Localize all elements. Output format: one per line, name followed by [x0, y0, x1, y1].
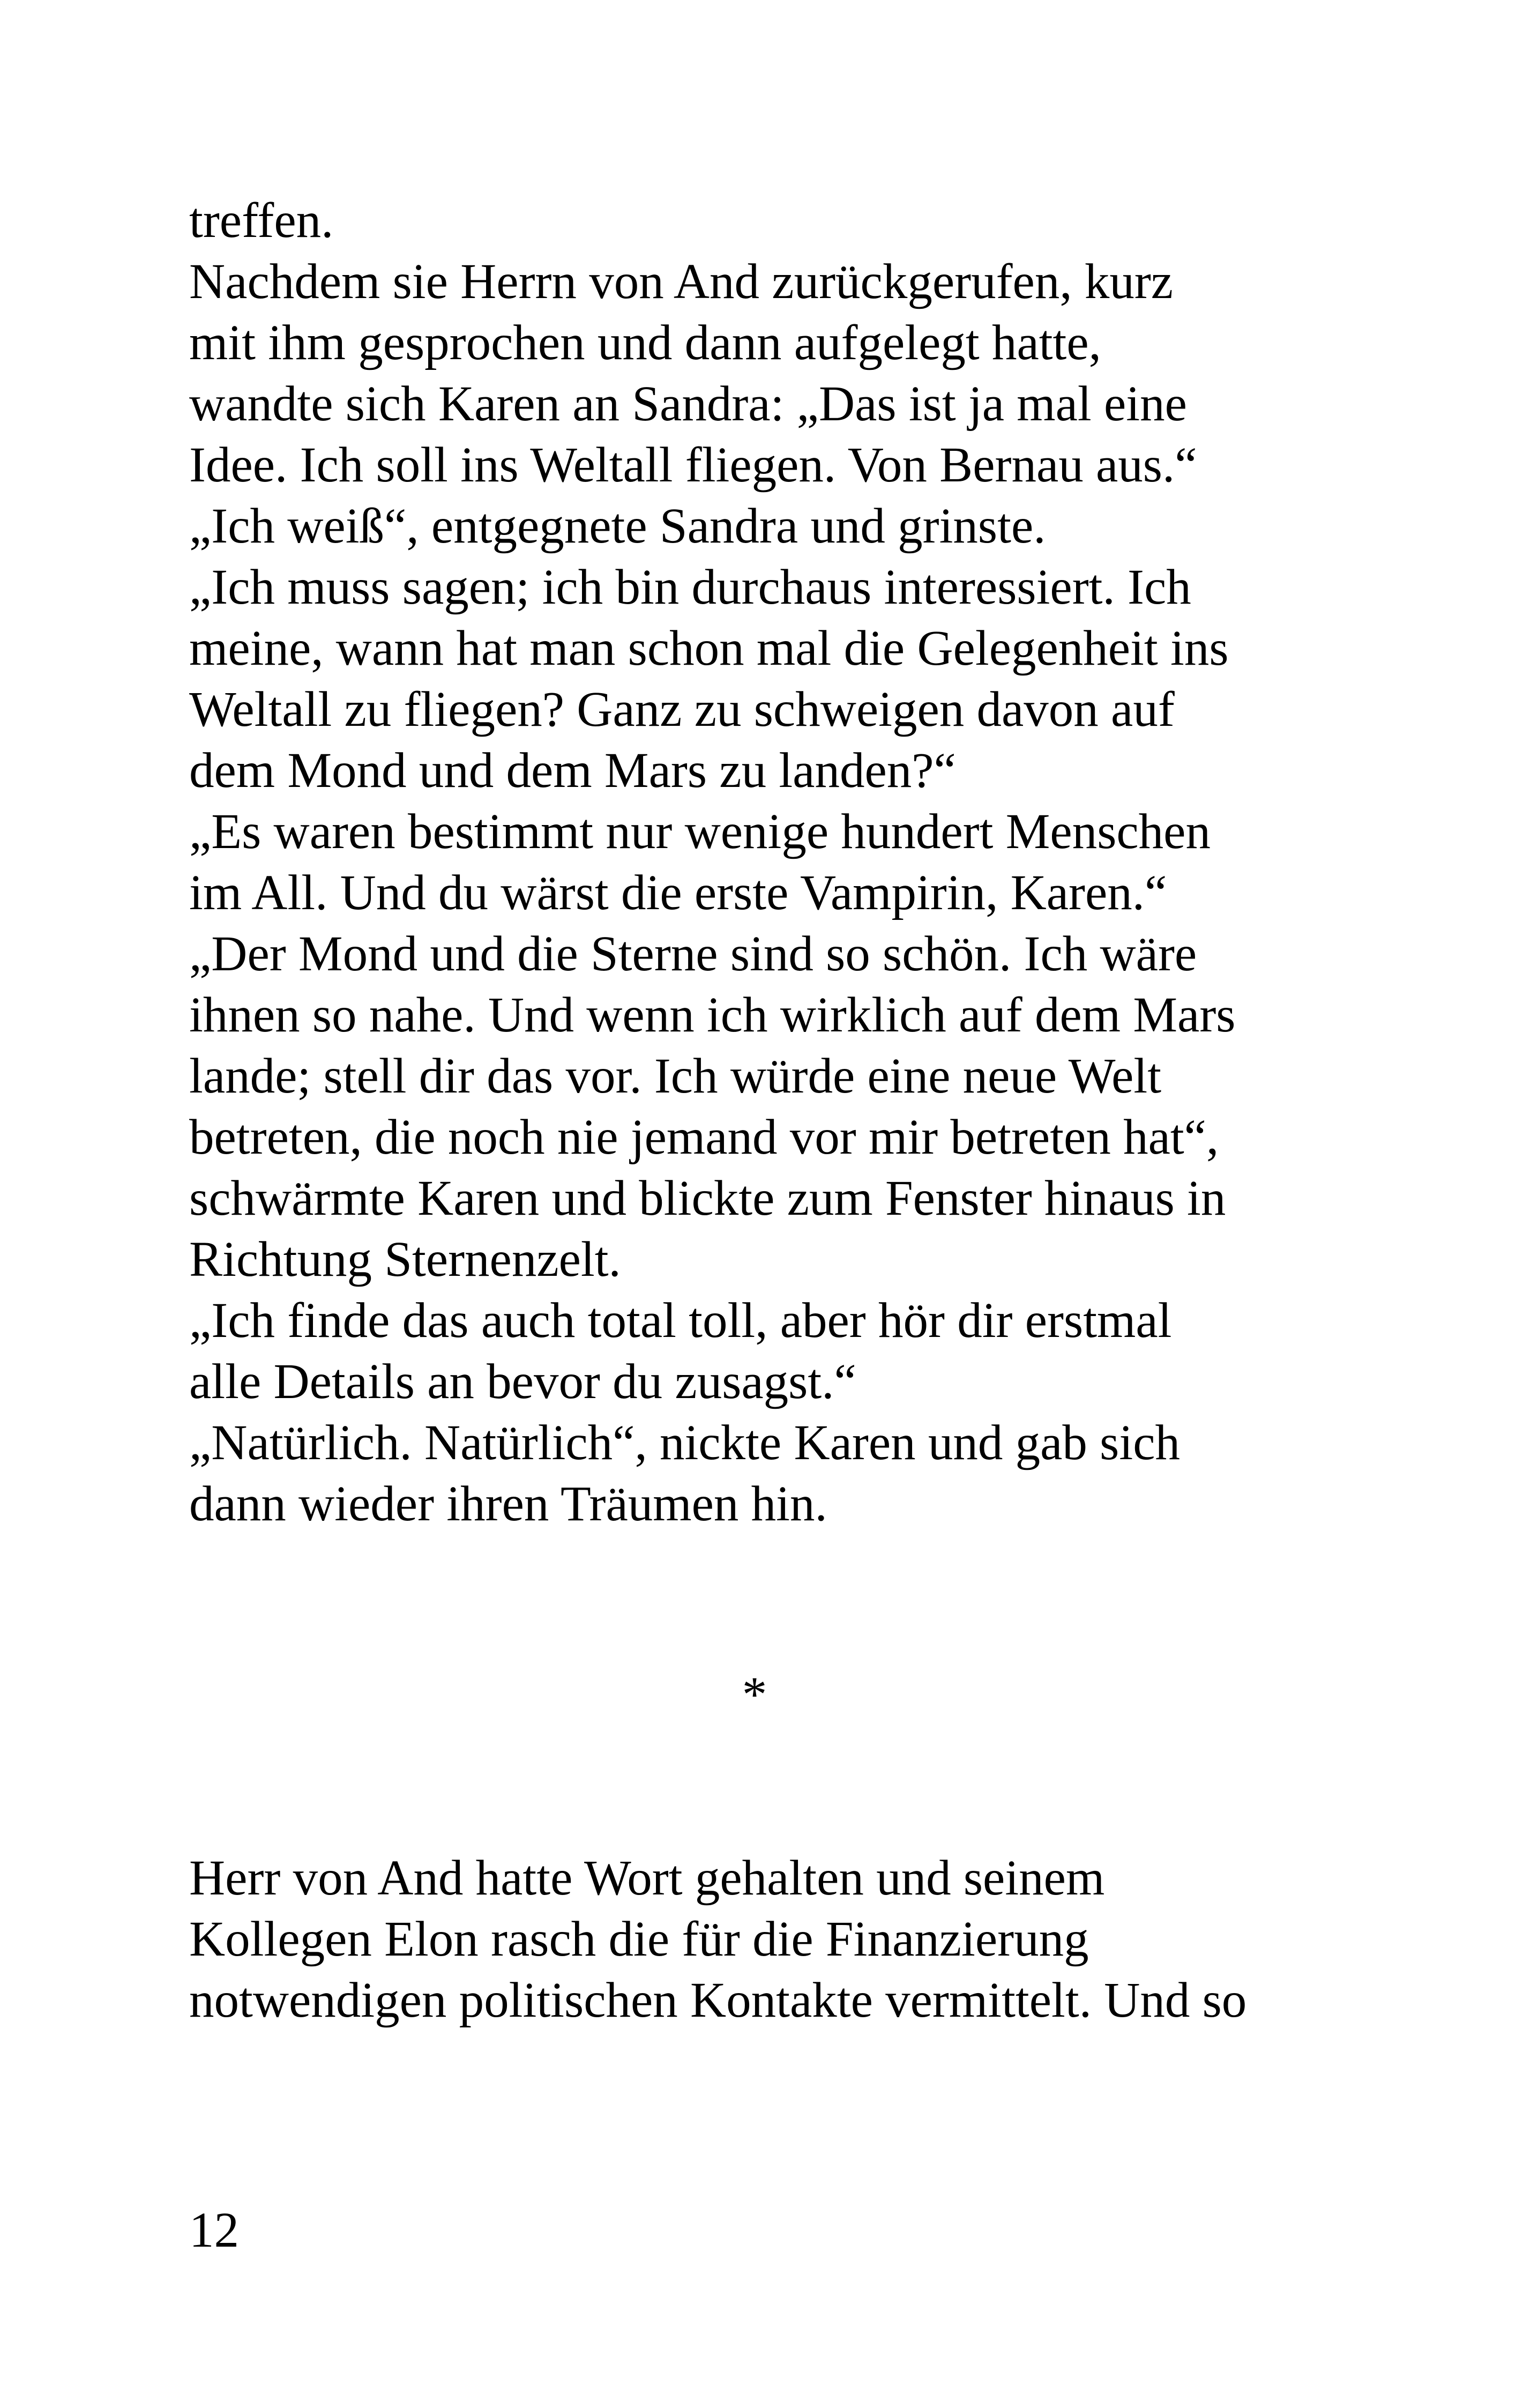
text-line: alle Details an bevor du zusagst.“ [189, 1354, 856, 1409]
text-line: schwärmte Karen und blickte zum Fenster hinaus in [189, 1171, 1226, 1226]
text-line: „Es waren bestimmt nur wenige hundert Menschen [189, 804, 1211, 859]
text-block-main [189, 190, 1395, 1535]
text-line: „Der Mond und die Sterne sind so schön. Ich wäre [189, 926, 1197, 982]
page-number: 12 [189, 2203, 239, 2258]
text-line: „Ich muss sagen; ich bin durchaus interessiert. Ich [189, 560, 1191, 615]
text-line: „Natürlich. Natürlich“, nickte Karen und gab sich [189, 1415, 1180, 1470]
text-line: „Ich finde das auch total toll, aber hör dir erstmal [189, 1293, 1172, 1348]
text-line: Herr von And hatte Wort gehalten und seinem [189, 1850, 1105, 1906]
text-line: wandte sich Karen an Sandra: „Das ist ja mal eine [189, 376, 1187, 432]
text-line: „Ich weiß“, entgegnete Sandra und grinste. [189, 499, 1046, 554]
text-line: Richtung Sternenzelt. [189, 1232, 621, 1287]
text-line: ihnen so nahe. Und wenn ich wirklich auf dem Mars [189, 987, 1236, 1043]
text-line: im All. Und du wärst die erste Vampirin, Karen.“ [189, 865, 1167, 920]
text-line: Nachdem sie Herrn von And zurückgerufen, kurz [189, 254, 1174, 309]
text-line: notwendigen politischen Kontakte vermittelt. Und so [189, 1973, 1247, 2028]
text-line: dann wieder ihren Träumen hin. [189, 1476, 827, 1532]
text-line: Idee. Ich soll ins Weltall fliegen. Von Bernau aus.“ [189, 437, 1197, 493]
text-line: treffen. [189, 193, 334, 248]
text-line: Kollegen Elon rasch die für die Finanzierung [189, 1912, 1089, 1967]
section-separator: * [742, 1667, 767, 1722]
text-line: mit ihm gesprochen und dann aufgelegt hatte, [189, 315, 1101, 370]
text-line: betreten, die noch nie jemand vor mir betreten hat“, [189, 1110, 1219, 1165]
text-line: Weltall zu fliegen? Ganz zu schweigen davon auf [189, 682, 1175, 737]
text-line: lande; stell dir das vor. Ich würde eine neue Welt [189, 1049, 1162, 1104]
text-line: dem Mond und dem Mars zu landen?“ [189, 743, 956, 798]
text-block-continuation [189, 1848, 1395, 2031]
text-line: meine, wann hat man schon mal die Gelegenheit ins [189, 621, 1229, 676]
